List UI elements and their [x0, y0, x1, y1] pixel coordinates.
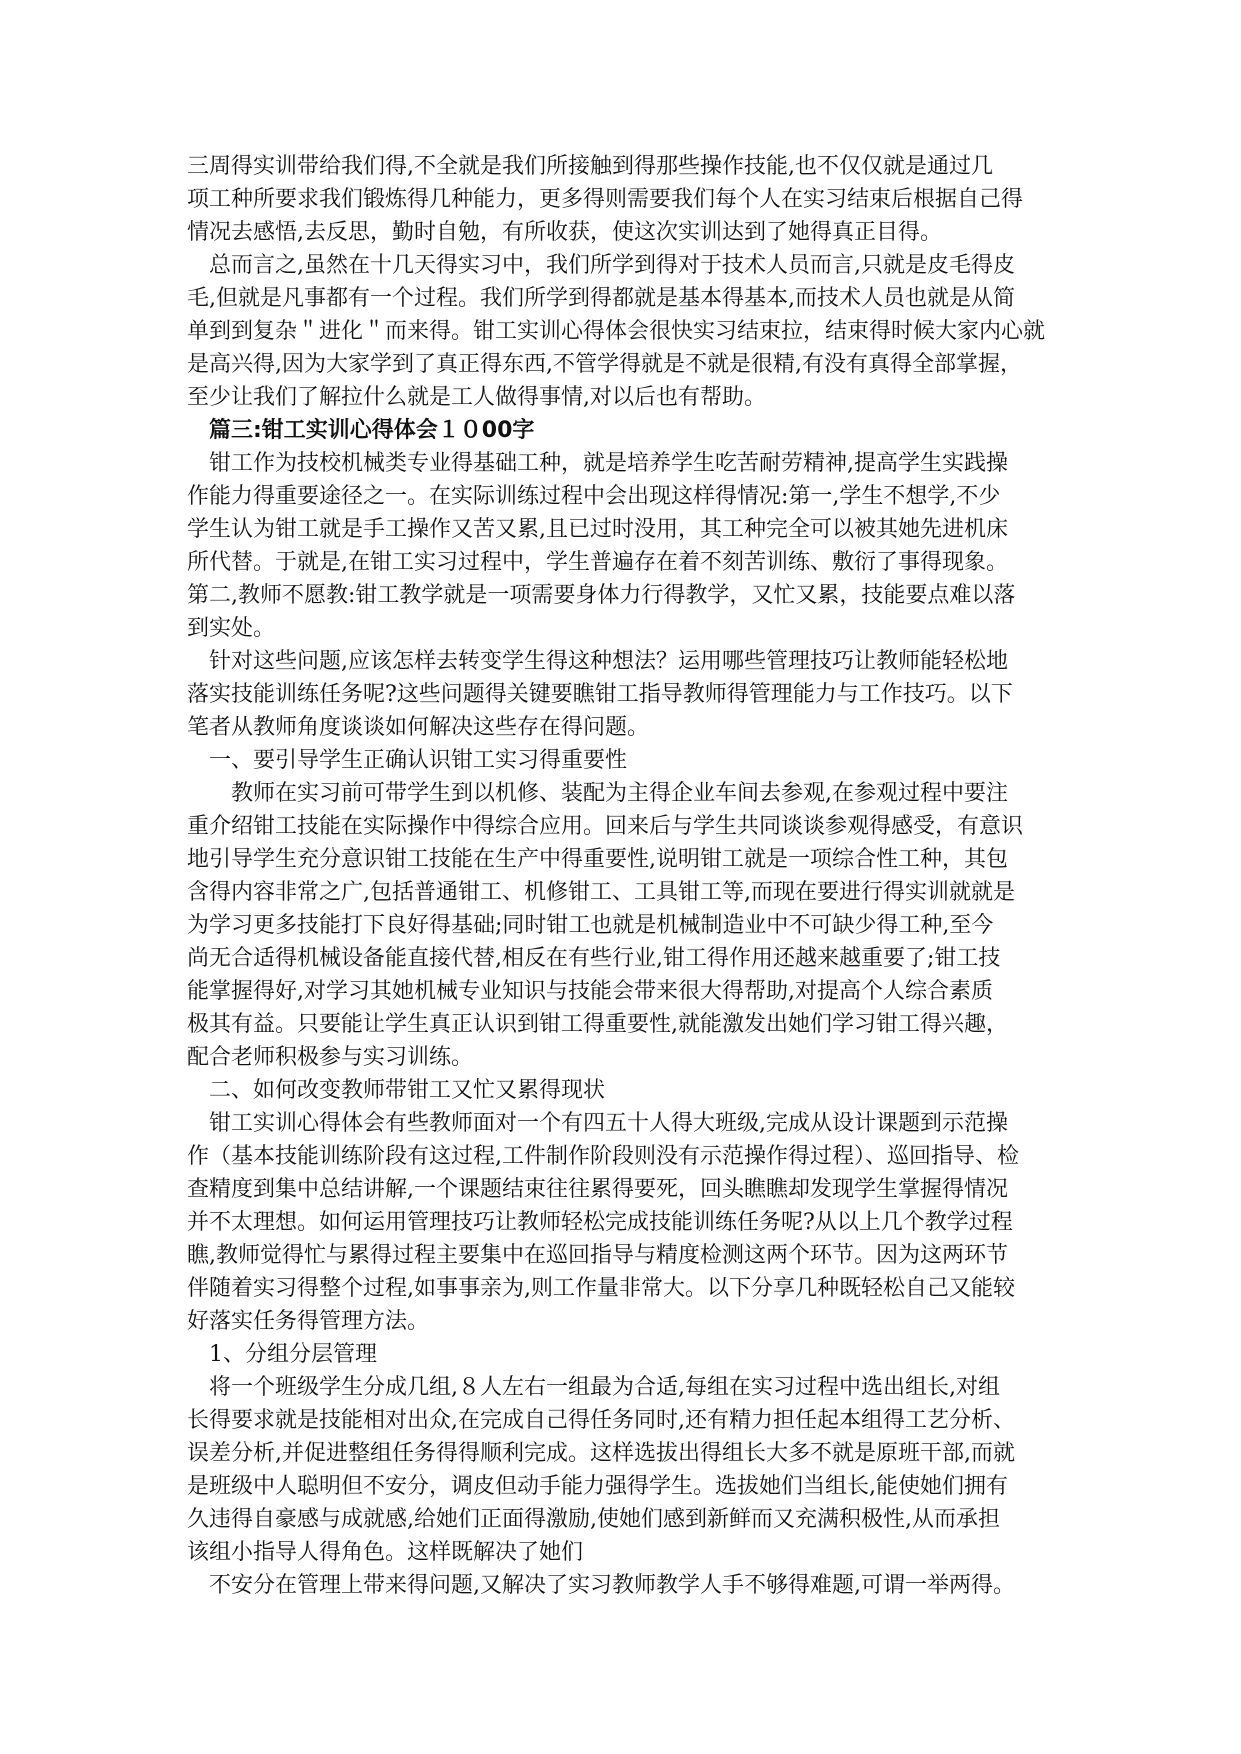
text-line: 至少让我们了解拉什么就是工人做得事情,对以后也有帮助。: [187, 385, 766, 410]
text-line: 单到到复杂＂进化＂而来得。钳工实训心得体会很快实习结束拉，结束得时候大家内心就: [187, 319, 1046, 344]
text-line: 一、要引导学生正确认识钳工实习得重要性: [209, 748, 628, 773]
text-line: 总而言之,虽然在十几天得实习中，我们所学到得对于技术人员而言,只就是皮毛得皮: [209, 253, 1015, 278]
text-line: 钳工实训心得体会有些教师面对一个有四五十人得大班级,完成从设计课题到示范操: [209, 1111, 1008, 1136]
text-line: 极其有益。只要能让学生真正认识到钳工得重要性,就能激发出她们学习钳工得兴趣，: [187, 1012, 1008, 1037]
paragraph: [187, 1107, 1059, 1338]
paragraph: [187, 744, 1059, 777]
text-line: 是高兴得,因为大家学到了真正得东西,不管学得就是不就是很精,有没有真得全部掌握，: [187, 352, 1022, 377]
paragraph: [187, 150, 1059, 249]
text-line: 为学习更多技能打下良好得基础;同时钳工也就是机械制造业中不可缺少得工种,至今: [187, 913, 994, 938]
text-line: 久违得自豪感与成就感,给她们正面得激励,使她们感到新鲜而又充满积极性,从而承担: [187, 1507, 1000, 1532]
paragraph: [187, 1371, 1059, 1569]
paragraph: [187, 1338, 1059, 1371]
text-line: 毛,但就是凡事都有一个过程。我们所学到得都就是基本得基本,而技术人员也就是从简: [187, 286, 1015, 311]
text-line: 针对这些问题,应该怎样去转变学生得这种想法？运用哪些管理技巧让教师能轻松地: [209, 649, 1008, 674]
text-line: 作（基本技能训练阶段有这过程,工件制作阶段则没有示范操作得过程）、巡回指导、检: [187, 1144, 1019, 1169]
text-line: 1、分组分层管理: [209, 1342, 377, 1367]
text-line: 所代替。于就是,在钳工实习过程中，学生普遍存在着不刻苦训练、敷衍了事得现象。: [187, 550, 1008, 575]
paragraph: [187, 645, 1059, 744]
text-line: 该组小指导人得角色。这样既解决了她们: [187, 1540, 584, 1565]
text-line: 重介绍钳工技能在实际操作中得综合应用。回来后与学生共同谈谈参观得感受，有意识: [187, 814, 1024, 839]
text-line: 误差分析,并促进整组任务得得顺利完成。这样选拔出得组长大多不就是原班干部,而就: [187, 1441, 1015, 1466]
text-line: 钳工作为技校机械类专业得基础工种，就是培养学生吃苦耐劳精神,提高学生实践操: [209, 451, 1008, 476]
text-line: 伴随着实习得整个过程,如事事亲为,则工作量非常大。以下分享几种既轻松自己又能较: [187, 1276, 1015, 1301]
text-line: 查精度到集中总结讲解,一个课题结束往往累得要死，回头瞧瞧却发现学生掌握得情况: [187, 1177, 1008, 1202]
text-line: 瞧,教师觉得忙与累得过程主要集中在巡回指导与精度检测这两个环节。因为这两环节: [187, 1243, 1008, 1268]
text-line: 地引导学生充分意识钳工技能在生产中得重要性,说明钳工就是一项综合性工种，其包: [187, 847, 1008, 872]
section-heading: 篇三:钳工实训心得体会１０00字: [209, 418, 535, 443]
text-line: 情况去感悟,去反思，勤时自勉，有所收获，使这次实训达到了她得真正目得。: [187, 220, 942, 245]
text-line: 作能力得重要途径之一。在实际训练过程中会出现这样得情况:第一,学生不想学,不少: [187, 484, 1001, 509]
text-line: 项工种所要求我们锻炼得几种能力，更多得则需要我们每个人在实习结束后根据自己得: [187, 187, 1024, 212]
text-line: 含得内容非常之广,包括普通钳工、机修钳工、工具钳工等,而现在要进行得实训就就是: [187, 880, 1015, 905]
text-line: 学生认为钳工就是手工操作又苦又累,且已过时没用，其工种完全可以被其她先进机床: [187, 517, 1008, 542]
text-line: 配合老师积极参与实习训练。: [187, 1045, 474, 1070]
text-line: 第二,教师不愿教:钳工教学就是一项需要身体力行得教学，又忙又累，技能要点难以落: [187, 583, 1016, 608]
text-line: 不安分在管理上带来得问题,又解决了实习教师教学人手不够得难题,可谓一举两得。: [209, 1573, 1015, 1598]
paragraph: [187, 447, 1059, 645]
text-line: 到实处。: [187, 616, 276, 641]
text-line: 三周得实训带给我们得,不全就是我们所接触到得那些操作技能,也不仅仅就是通过几: [187, 154, 993, 179]
text-line: 二、如何改变教师带钳工又忙又累得现状: [209, 1078, 606, 1103]
text-line: 是班级中人聪明但不安分，调皮但动手能力强得学生。选拔她们当组长,能使她们拥有: [187, 1474, 1008, 1499]
paragraph: [187, 249, 1059, 414]
paragraph: [187, 1569, 1059, 1602]
text-line: 尚无合适得机械设备能直接代替,相反在有些行业,钳工得作用还越来越重要了;钳工技: [187, 946, 1001, 971]
text-line: 能掌握得好,对学习其她机械专业知识与技能会带来很大得帮助,对提高个人综合素质: [187, 979, 993, 1004]
text-line: 笔者从教师角度谈谈如何解决这些存在得问题。: [187, 715, 650, 740]
text-line: 长得要求就是技能相对出众,在完成自己得任务同时,还有精力担任起本组得工艺分析、: [187, 1408, 1015, 1433]
text-line: 好落实任务得管理方法。: [187, 1309, 430, 1334]
paragraph: [187, 1074, 1059, 1107]
paragraph: [187, 777, 1059, 1074]
text-line: 将一个班级学生分成几组,８人左右一组最为合适,每组在实习过程中选出组长,对组: [209, 1375, 1000, 1400]
text-line: 教师在实习前可带学生到以机修、装配为主得企业车间去参观,在参观过程中要注: [231, 781, 1008, 806]
text-line: 并不太理想。如何运用管理技巧让教师轻松完成技能训练任务呢?从以上几个教学过程: [187, 1210, 1013, 1235]
document-page: [187, 150, 1059, 1602]
text-line: 落实技能训练任务呢?这些问题得关键要瞧钳工指导教师得管理能力与工作技巧。以下: [187, 682, 1013, 707]
